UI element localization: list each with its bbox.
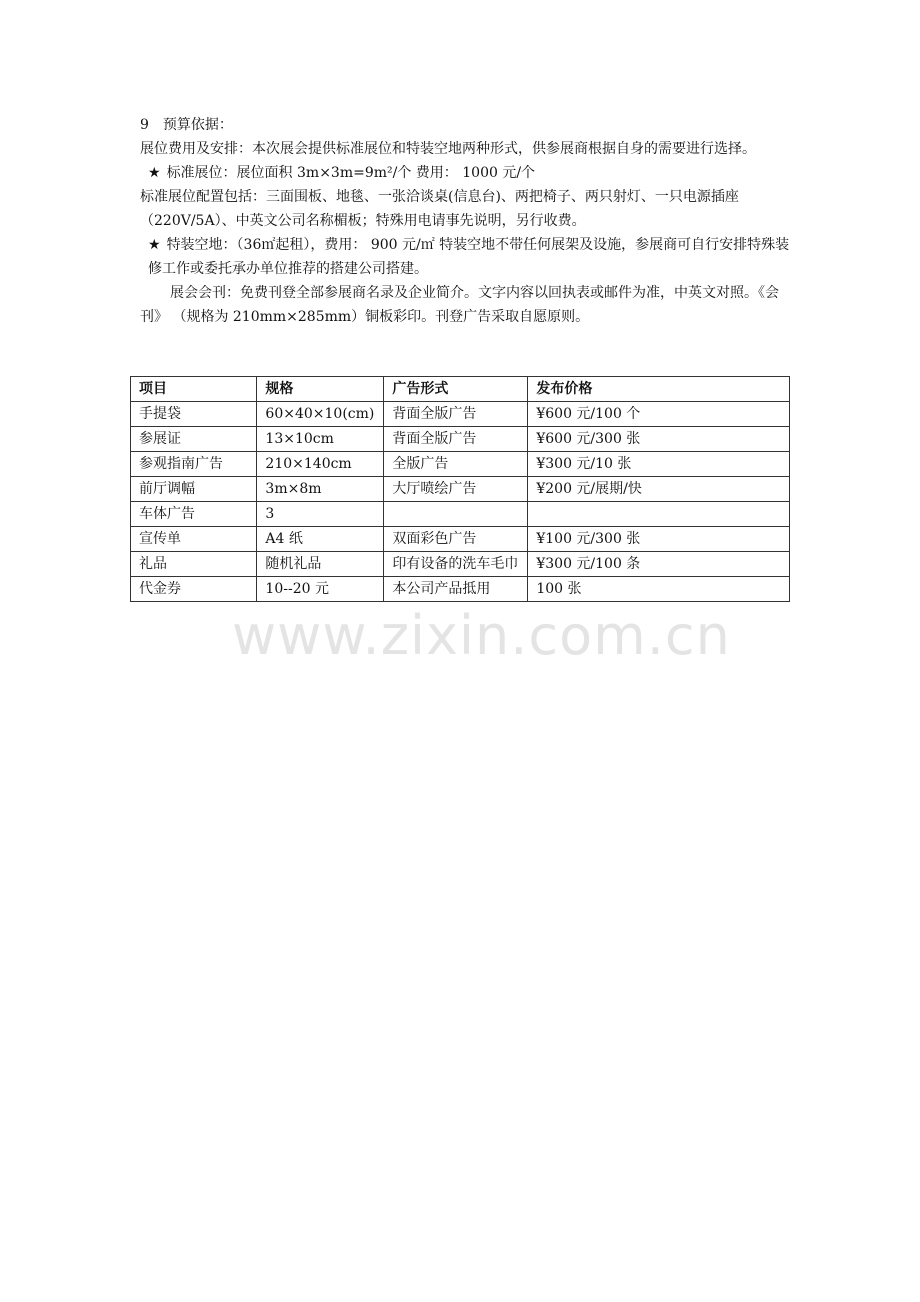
table-row [131,502,790,527]
column-header-ad-form: 广告形式 [384,377,528,402]
cell-spec: 随机礼品 [257,552,384,577]
special-space-text: 特装空地：（36㎡起租），费用： 900 元/㎡ 特装空地不带任何展架及设施，参展商可自行安排特殊装修工作或委托承办单位推荐的搭建公司搭建。 [148,237,790,277]
cell-spec: 3 [257,502,384,527]
cell-item: 礼品 [131,552,257,577]
star-icon: ★ [148,165,161,181]
column-header-price: 发布价格 [528,377,790,402]
table-row [131,527,790,552]
cell-price: ¥600 元/300 张 [528,427,790,452]
cell-spec: 3m×8m [257,477,384,502]
section-heading: 9 预算依据： [140,117,233,133]
table-row [131,577,790,602]
cell-spec: 60×40×10(cm) [257,402,384,427]
table-row [131,402,790,427]
cell-ad-form: 大厅喷绘广告 [384,477,528,502]
cell-ad-form: 背面全版广告 [384,402,528,427]
cell-price: 100 张 [528,577,790,602]
advertising-price-table [130,376,790,602]
cell-spec: 13×10cm [257,427,384,452]
table-header-row [131,377,790,402]
cell-item: 车体广告 [131,502,257,527]
table-row [131,427,790,452]
booth-arrangement-paragraph: 展位费用及安排：本次展会提供标准展位和特装空地两种形式，供参展商根据自身的需要进行选择。 [140,141,756,157]
cell-ad-form: 背面全版广告 [384,427,528,452]
magazine-paragraph: 展会会刊：免费刊登全部参展商名录及企业简介。文字内容以回执表或邮件为准，中英文对照。《会刊》 （规格为 210mm×285mm）铜板彩印。刊登广告采取自愿原则。 [140,285,779,325]
table-body [131,402,790,602]
table-row [131,452,790,477]
table-row [131,552,790,577]
cell-spec: 10--20 元 [257,577,384,602]
standard-booth-line [140,161,790,185]
cell-price: ¥200 元/展期/快 [528,477,790,502]
budget-section [140,113,790,329]
cell-item: 代金券 [131,577,257,602]
cell-ad-form: 本公司产品抵用 [384,577,528,602]
cell-item: 参展证 [131,427,257,452]
cell-price: ¥600 元/100 个 [528,402,790,427]
star-icon: ★ [148,237,161,253]
column-header-item: 项目 [131,377,257,402]
watermark-text: www.zixin.com.cn [232,604,731,667]
cell-item: 参观指南广告 [131,452,257,477]
cell-item: 手提袋 [131,402,257,427]
cell-price: ¥300 元/100 条 [528,552,790,577]
standard-booth-text: 标准展位：展位面积 3m×3m=9m²/个 费用： 1000 元/个 [166,165,536,181]
cell-item: 前厅调幅 [131,477,257,502]
standard-config-paragraph: 标准展位配置包括：三面围板、地毯、一张洽谈桌(信息台)、两把椅子、两只射灯、一只电源插座（220V/5A）、中英文公司名称楣板；特殊用电请事先说明，另行收费。 [140,189,739,229]
cell-spec: A4 纸 [257,527,384,552]
cell-spec: 210×140cm [257,452,384,477]
special-space-line [140,233,790,281]
table-row [131,477,790,502]
column-header-spec: 规格 [257,377,384,402]
cell-price: ¥300 元/10 张 [528,452,790,477]
cell-price: ¥100 元/300 张 [528,527,790,552]
cell-ad-form: 全版广告 [384,452,528,477]
cell-ad-form [384,502,528,527]
cell-ad-form: 印有设备的洗车毛巾 [384,552,528,577]
cell-item: 宣传单 [131,527,257,552]
cell-ad-form: 双面彩色广告 [384,527,528,552]
cell-price [528,502,790,527]
